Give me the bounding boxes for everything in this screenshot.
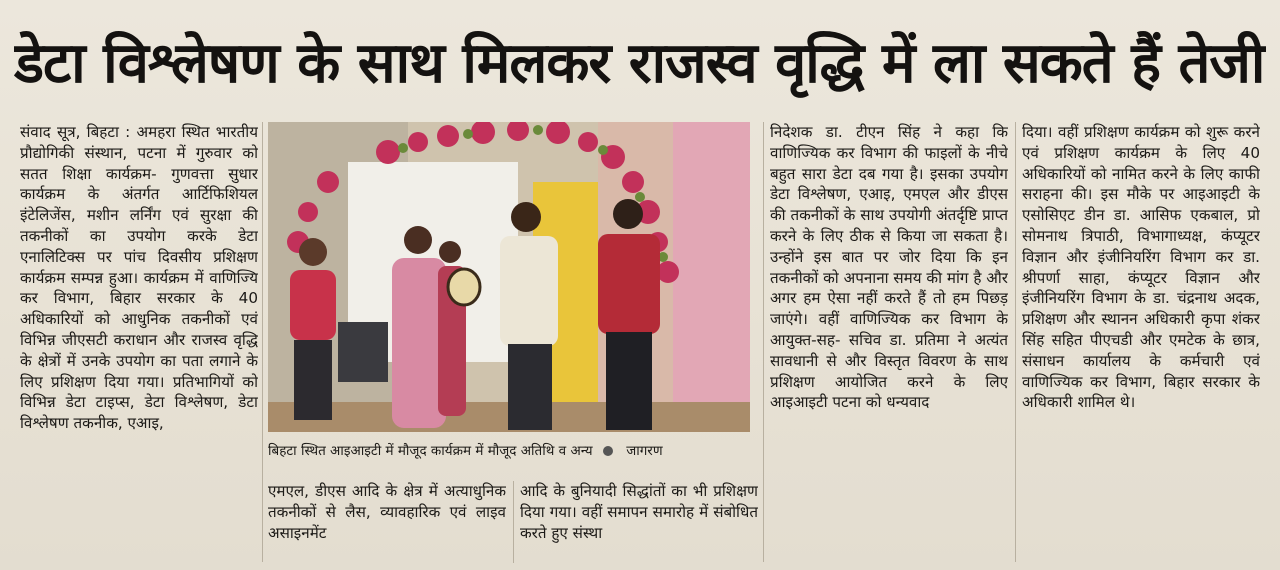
camera-icon [603,446,613,456]
photo-caption [268,436,750,466]
headline: डेटा विश्लेषण के साथ मिलकर राजस्व वृद्धि में ला सकते हैं तेजी [14,31,1265,96]
article-column-2 [268,481,506,563]
column-text: आदि के बुनियादी सिद्धांतों का भी प्रशिक्षण दिया गया। वहीं समापन समारोह में संबोधित करते हुए संस्था [520,482,758,542]
article-column-3 [520,481,758,563]
column-text: एमएल, डीएस आदि के क्षेत्र में अत्याधुनिक तकनीकों से लैस, व्यावहारिक एवं लाइव असाइनमेंट [268,482,506,542]
column-divider [513,481,514,563]
column-divider [1015,122,1016,562]
article-column-4 [770,122,1008,562]
caption-text: बिहटा स्थित आइआइटी में मौजूद कार्यक्रम में मौजूद अतिथि व अन्य [268,443,593,459]
article-column-5 [1022,122,1260,562]
column-divider [262,122,263,562]
news-photo [268,122,750,432]
event-photo-illustration [268,122,750,432]
column-divider [763,122,764,562]
article-column-1 [20,122,258,562]
column-text: दिया। वहीं प्रशिक्षण कार्यक्रम को शुरू करने एवं प्रशिक्षण कार्यक्रम के लिए 40 अधिकारियों को नामित करने के लिए काफी सराहना की। इस मौके पर आइआइटी के एसोसिएट डीन डा. आसिफ एकबाल, प्रो सोमनाथ त्रिपाठी, विभागाध्यक्ष, कंप्यूटर विज्ञान और इंजीनियरिंग विभाग कर डा. श्रीपर्णा साहा, कंप्यूटर विज्ञान और इंजीनियरिंग विभाग के डा. चंद्रनाथ अदक, प्रशिक्षण और स्थानन अधिकारी कृपा शंकर सिंह सहित पीएचडी और एमटेक के छात्र, संसाधन कार्यालय के कर्मचारी एवं वाणिज्यिक कर विभाग, बिहार सरकार के अधिकारी शामिल थे। [1022,123,1260,412]
photo-credit: जागरण [626,443,663,459]
column-text: निदेशक डा. टीएन सिंह ने कहा कि वाणिज्यिक कर विभाग की फाइलों के नीचे बहुत सारा डेटा दब गया है। इसका उपयोग डेटा विश्लेषण, एआइ, एमएल और डीएस की तकनीकों के साथ उपयोगी अंतर्दृष्टि प्राप्त करने के लिए ठीक से किया जा सकता है। उन्होंने इस बात पर जोर दिया कि इन तकनीकों को अपनाना समय की मांग है और अगर हम ऐसा नहीं करते हैं तो हम पिछड़ जाएंगे। वहीं वाणिज्यिक कर विभाग के आयुक्त-सह- सचिव डा. प्रतिमा ने अत्यंत सावधानी से और विस्तृत विवरण के साथ प्रशिक्षण आयोजित करने के लिए आइआइटी पटना को धन्यवाद [770,123,1008,412]
column-text: संवाद सूत्र, बिहटा : अमहरा स्थित भारतीय प्रौद्योगिकी संस्थान, पटना में गुरुवार को सतत शिक्षा कार्यक्रम- गुणवत्ता सुधार कार्यक्रम के अंतर्गत आर्टिफिशियल इंटेलिजेंस, मशीन लर्निंग एवं सुरक्षा की तकनीकों का उपयोग करके डेटा एनालिटिक्स पर पांच दिवसीय प्रशिक्षण कार्यक्रम सम्पन्न हुआ। कार्यक्रम में वाणिज्यि कर विभाग, बिहार सरकार के 40 अधिकारियों को आधुनिक तकनीकों एवं विभिन्न जीएसटी कराधान और राजस्व वृद्धि के क्षेत्रों में उनके उपयोग का पता लगाने के लिए प्रशिक्षण दिया गया। प्रतिभागियों को विभिन्न डेटा टाइप्स, डेटा विश्लेषण, डेटा विश्लेषण तकनीक, एआइ, [20,123,258,433]
